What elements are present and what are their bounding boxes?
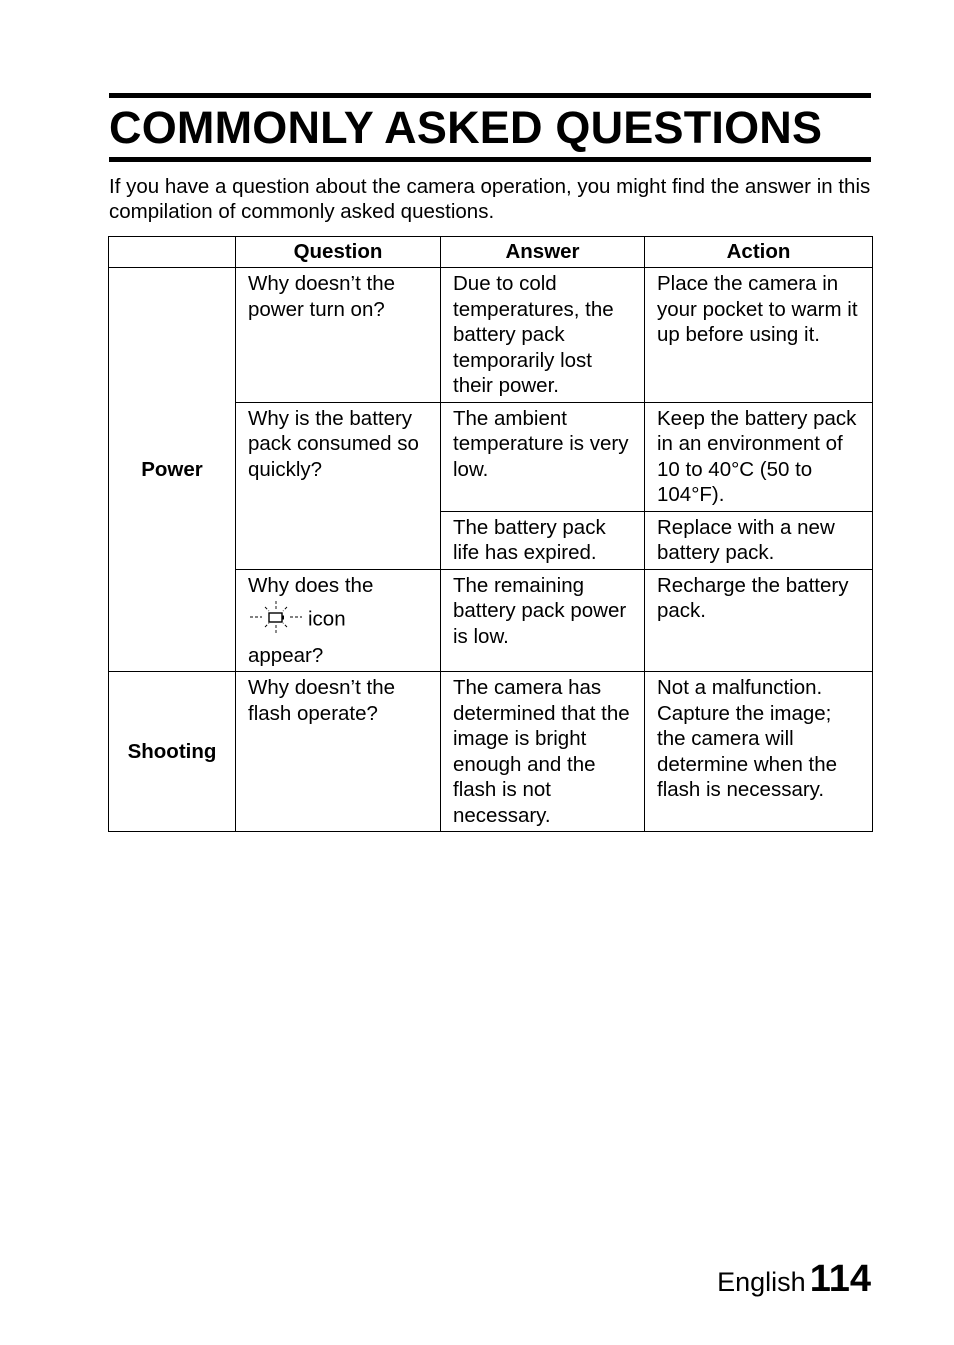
answer-cell: The remaining battery pack power is low. (441, 569, 645, 672)
question-cell (236, 569, 441, 672)
page-number: 114 (809, 1258, 871, 1300)
low-battery-warning-icon (248, 600, 304, 641)
table-row (109, 672, 873, 832)
answer-cell: Due to cold temperatures, the battery pack temporarily lost their power. (441, 268, 645, 403)
header-category (109, 237, 236, 268)
action-cell: Recharge the battery pack. (645, 569, 873, 672)
page-footer (717, 1258, 871, 1301)
category-shooting: Shooting (109, 672, 236, 832)
header-question: Question (236, 237, 441, 268)
question-text-before: Why does the (248, 573, 374, 597)
question-text-after: appear? (248, 643, 324, 667)
answer-cell: The camera has determined that the image is bright enough and the flash is not necessary. (441, 672, 645, 832)
action-cell: Place the camera in your pocket to warm it up before using it. (645, 268, 873, 403)
answer-cell: The ambient temperature is very low. (441, 402, 645, 511)
question-cell: Why is the battery pack consumed so quickly? (236, 402, 441, 569)
intro-paragraph: If you have a question about the camera operation, you might find the answer in this compilation of commonly asked questions. (109, 175, 871, 223)
page-title: COMMONLY ASKED QUESTIONS (109, 102, 823, 153)
category-power: Power (109, 268, 236, 672)
table-row (109, 268, 873, 403)
faq-table (108, 236, 873, 832)
action-cell: Replace with a new battery pack. (645, 511, 873, 569)
question-cell: Why doesn’t the power turn on? (236, 268, 441, 403)
table-header-row (109, 237, 873, 268)
question-text-icon-word: icon (308, 607, 346, 631)
action-cell: Keep the battery pack in an environment of 10 to 40°C (50 to 104°F). (645, 402, 873, 511)
header-answer: Answer (441, 237, 645, 268)
header-action: Action (645, 237, 873, 268)
action-cell: Not a malfunction. Capture the image; the camera will determine when the flash is necessary. (645, 672, 873, 832)
title-rule-bottom (109, 157, 871, 162)
footer-language: English (717, 1267, 806, 1297)
question-cell: Why doesn’t the flash operate? (236, 672, 441, 832)
answer-cell: The battery pack life has expired. (441, 511, 645, 569)
